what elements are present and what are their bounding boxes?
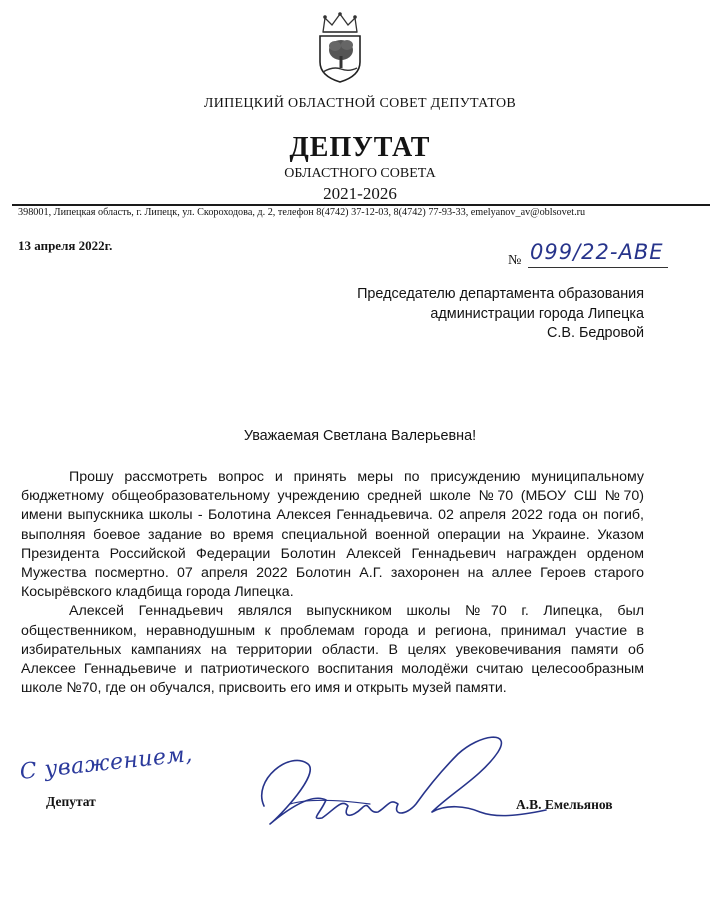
registration-number-value: 099/22-АВЕ: [530, 240, 664, 264]
addressee-line: Председателю департамента образования: [357, 286, 644, 302]
signer-name: А.В. Емельянов: [516, 797, 613, 812]
addressee-line: С.В. Бедровой: [546, 325, 644, 341]
document-subtitle: ОБЛАСТНОГО СОВЕТА: [284, 166, 436, 181]
registration-number: [508, 240, 678, 276]
number-sign: №: [508, 253, 522, 268]
coat-of-arms-icon: [311, 12, 369, 84]
body-paragraph: Алексей Геннадьевич являлся выпускником школы №70 г. Липецка, был общественником, неравнодушным к проблемам города и региона, принимал участие в избирательных кампаниях на территории области. В целях увековечивания памяти об Алексее Геннадьевиче и патриотического воспитания молодёжи считаю целесообразным школе №70, где он обучался, присвоить его имя и открыть музей памяти.: [21, 603, 644, 697]
council-name: ЛИПЕЦКИЙ ОБЛАСТНОЙ СОВЕТ ДЕПУТАТОВ: [203, 96, 517, 111]
term-years: 2021-2026: [323, 184, 397, 203]
signature-icon: [250, 720, 550, 840]
header-divider: [12, 204, 710, 206]
document-title: ДЕПУТАТ: [289, 132, 431, 163]
contact-address: 398001, Липецкая область, г. Липецк, ул. Скороходова, д. 2, телефон 8(4742) 37-12-03, 8(4742) 77-93-33, emelyanov_av@oblsovet.ru: [18, 207, 586, 218]
letter-date: 13 апреля 2022г.: [18, 238, 113, 253]
salutation: Уважаемая Светлана Валерьевна!: [243, 428, 477, 444]
letter-body: [21, 468, 644, 698]
signer-position: Депутат: [46, 794, 96, 809]
closing-phrase: С уважением,: [18, 741, 194, 785]
addressee-block: [300, 285, 644, 344]
number-underline: [528, 267, 668, 268]
body-paragraph: Прошу рассмотреть вопрос и принять меры по присуждению муниципальному бюджетному общеобразовательному учреждению средней школе №70 (МБОУ СШ №70) имени выпускника школы - Болотина Алексея Геннадьевича. 02 апреля 2022 года он погиб, выполняя боевое задание во время специальной военной операции на Украине. Указом Президента Российской Федерации Болотин Алексей Геннадьевич награжден орденом Мужества посмертно. 07 апреля 2022 Болотин А.Г. захоронен на аллее Героев старого Косырёвского кладбища города Липецка.: [21, 469, 644, 601]
addressee-line: администрации города Липецка: [430, 305, 644, 322]
